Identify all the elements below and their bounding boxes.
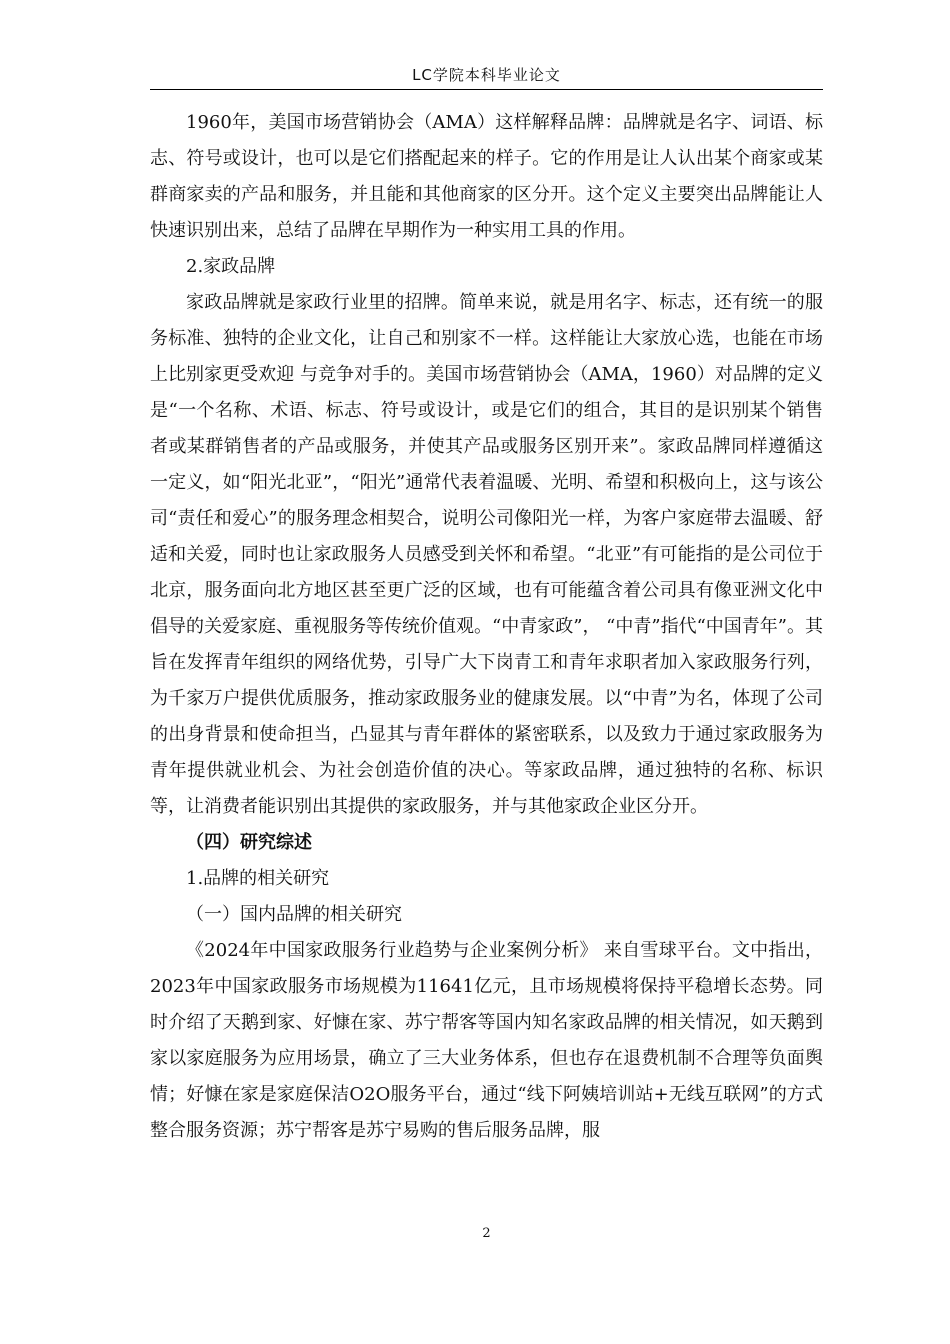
page-number: 2: [482, 1226, 491, 1241]
section-heading-research-review: （四）研究综述: [186, 832, 312, 853]
subheading-domestic-brand-research: （一）国内品牌的相关研究: [186, 904, 402, 925]
subheading-brand-research: 1.品牌的相关研究: [186, 868, 330, 889]
header-divider: [150, 89, 823, 90]
paragraph-ama-definition: 1960年，美国市场营销协会（AMA）这样解释品牌：品牌就是名字、词语、标志、符号或设计，也可以是它们搭配起来的样子。它的作用是让人认出某个商家或某群商家卖的产品和服务，并且能和其他商家的区分开。这个定义主要突出品牌能让人快速识别出来，总结了品牌在早期作为一种实用工具的作用。: [150, 112, 823, 241]
paragraph-domestic-research: 《2024年中国家政服务行业趋势与企业案例分析》 来自雪球平台。文中指出，2023年中国家政服务市场规模为11641亿元，且市场规模将保持平稳增长态势。同时介绍了天鹅到家、好慷在家、苏宁帮客等国内知名家政品牌的相关情况，如天鹅到家以家庭服务为应用场景，确立了三大业务体系，但也存在退费机制不合理等负面舆情；好慷在家是家庭保洁O2O服务平台，通过“线下阿姨培训站+无线互联网”的方式整合服务资源；苏宁帮客是苏宁易购的售后服务品牌，服: [150, 940, 823, 1141]
section-heading-housekeeping-brand: 2.家政品牌: [186, 256, 276, 277]
page-header: LC学院本科毕业论文: [412, 66, 561, 84]
paragraph-housekeeping-brand: 家政品牌就是家政行业里的招牌。简单来说，就是用名字、标志，还有统一的服务标准、独特的企业文化，让自己和别家不一样。这样能让大家放心选，也能在市场上比别家更受欢迎 与竞争对手的。美国市场营销协会（AMA，1960）对品牌的定义是“一个名称、术语、标志、符号或设计，或是它们的组合，其目的是识别某个销售者或某群销售者的产品或服务，并使其产品或服务区别开来”。家政品牌同样遵循这一定义，如“阳光北亚”，“阳光”通常代表着温暖、光明、希望和积极向上，这与该公司“责任和爱心”的服务理念相契合，说明公司像阳光一样，为客户家庭带去温暖、舒适和关爱，同时也让家政服务人员感受到关怀和希望。“北亚”有可能指的是公司位于北京，服务面向北方地区甚至更广泛的区域，也有可能蕴含着公司具有像亚洲文化中倡导的关爱家庭、重视服务等传统价值观。“中青家政”， “中青”指代“中国青年”。其旨在发挥青年组织的网络优势，引导广大下岗青工和青年求职者加入家政服务行列，为千家万户提供优质服务，推动家政服务业的健康发展。以“中青”为名，体现了公司的出身背景和使命担当，凸显其与青年群体的紧密联系，以及致力于通过家政服务为青年提供就业机会、为社会创造价值的决心。等家政品牌，通过独特的名称、标识等，让消费者能识别出其提供的家政服务，并与其他家政企业区分开。: [150, 292, 823, 817]
document-body: [150, 105, 823, 1149]
